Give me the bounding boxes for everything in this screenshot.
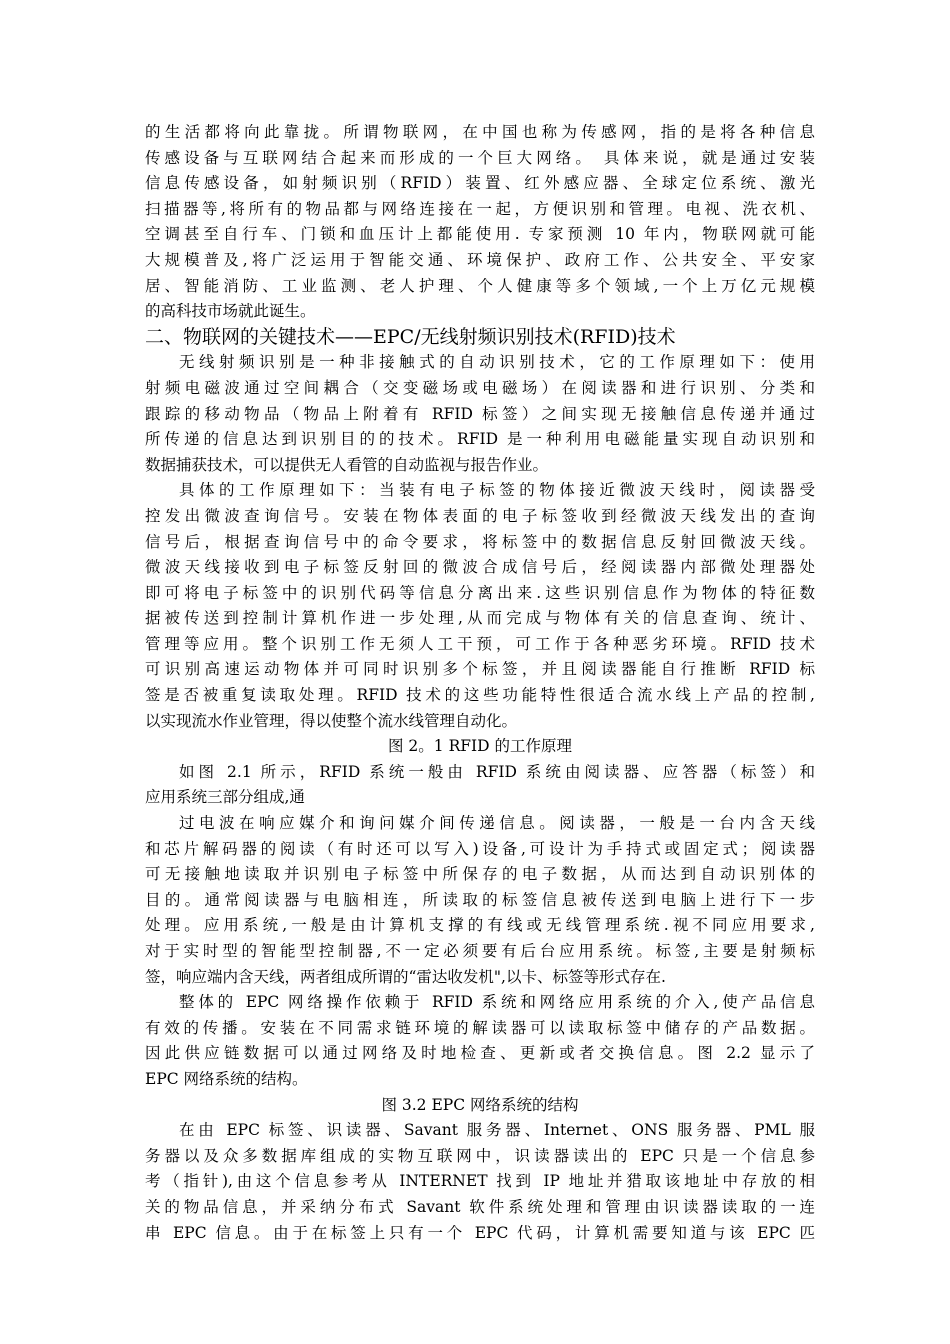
epc-network-paragraph bbox=[145, 990, 815, 1092]
text-line: 可无接触地读取并识别电子标签中所保存的电子数据，从而达到自动识别体的 bbox=[145, 865, 815, 884]
text-line: 签，响应端内含天线，两者组成所谓的“雷达收发机",以卡、标签等形式存在. bbox=[145, 967, 666, 986]
text-line: 具体的工作原理如下：当装有电子标签的物体接近微波天线时，阅读器受 bbox=[179, 481, 815, 500]
text-line: 扫描器等,将所有的物品都与网络连接在一起，方便识别和管理。电视、洗衣机、 bbox=[145, 199, 815, 218]
figure-caption: 图 2。1 RFID 的工作原理 bbox=[388, 737, 572, 756]
text-line: 控发出微波查询信号。安装在物体表面的电子标签收到经微波天线发出的查询 bbox=[145, 506, 815, 525]
text-line: 信息传感设备，如射频识别（RFID）装置、红外感应器、全球定位系统、激光 bbox=[145, 174, 815, 193]
rfid-intro-paragraph bbox=[145, 350, 815, 478]
text-line: 因此供应链数据可以通过网络及时地检查、更新或者交换信息。图 2.2 显示了 bbox=[145, 1044, 815, 1063]
intro-paragraph bbox=[145, 120, 815, 325]
text-line: 处理。应用系统,一般是由计算机支撑的有线或无线管理系统.视不同应用要求, bbox=[145, 916, 815, 935]
text-line: 大规模普及,将广泛运用于智能交通、环境保护、政府工作、公共安全、平安家 bbox=[145, 250, 815, 269]
internet-of-things-paragraph bbox=[145, 1118, 815, 1246]
text-line: 射频电磁波通过空间耦合（交变磁场或电磁场）在阅读器和进行识别、分类和 bbox=[145, 378, 815, 397]
text-line: 考（指针),由这个信息参考从 INTERNET 找到 IP 地址并猎取该地址中存放的相 bbox=[145, 1172, 815, 1191]
text-line: 据被传送到控制计算机作进一步处理,从而完成与物体有关的信息查询、统计、 bbox=[145, 609, 815, 628]
text-line: 务器以及众多数据库组成的实物互联网中，识读器读出的 EPC 只是一个信息参 bbox=[145, 1146, 815, 1165]
working-principle-paragraph bbox=[145, 478, 815, 734]
text-line: 可识别高速运动物体并可同时识别多个标签，并且阅读器能自行推断 RFID 标 bbox=[145, 660, 815, 679]
reader-tag-paragraph bbox=[145, 811, 815, 990]
text-line: 传感设备与互联网结合起来而形成的一个巨大网络。 具体来说，就是通过安装 bbox=[145, 148, 815, 167]
text-line: 整体的 EPC 网络操作依赖于 RFID 系统和网络应用系统的介入,使产品信息 bbox=[179, 993, 815, 1012]
document-page bbox=[145, 120, 815, 1246]
text-line: 的高科技市场就此诞生。 bbox=[145, 302, 316, 321]
text-line: 跟踪的移动物品（物品上附着有 RFID 标签）之间实现无接触信息传递并通过 bbox=[145, 404, 815, 423]
text-line: 数据捕获技术，可以提供无人看管的自动监视与报告作业。 bbox=[145, 455, 549, 474]
text-line: 有效的传播。安装在不同需求链环境的解读器可以读取标签中储存的产品数据。 bbox=[145, 1018, 815, 1037]
text-line: 和芯片解码器的阅读（有时还可以写入)设备,可设计为手持式或固定式；阅读器 bbox=[145, 839, 815, 858]
text-line: 无线射频识别是一种非接触式的自动识别技术，它的工作原理如下：使用 bbox=[179, 353, 815, 372]
text-line: 在由 EPC 标签、识读器、Savant 服务器、Internet、ONS 服务器、PML 服 bbox=[179, 1121, 815, 1140]
section-heading: 二、物联网的关键技术——EPC/无线射频识别技术(RFID)技术 bbox=[145, 325, 676, 348]
text-line: 微波天线接收到电子标签反射回的微波合成信号后，经阅读器内部微处理器处 bbox=[145, 558, 815, 577]
text-line: 过电波在响应媒介和询问媒介间传递信息。阅读器，一般是一台内含天线 bbox=[179, 814, 815, 833]
text-line: 空调甚至自行车、门锁和血压计上都能使用. 专家预测 10 年内，物联网就可能 bbox=[145, 225, 815, 244]
text-line: 如图 2.1 所示，RFID 系统一般由 RFID 系统由阅读器、应答器（标签）和 bbox=[179, 762, 815, 781]
text-line: 签是否被重复读取处理。RFID 技术的这些功能特性很适合流水线上产品的控制, bbox=[145, 686, 815, 705]
rfid-system-paragraph bbox=[145, 760, 815, 811]
text-line: 即可将电子标签中的识别代码等信息分离出来.这些识别信息作为物体的特征数 bbox=[145, 583, 815, 602]
text-line: 信号后，根据查询信号中的命令要求，将标签中的数据信息反射回微波天线。 bbox=[145, 532, 815, 551]
text-line: 对于实时型的智能型控制器,不一定必须要有后台应用系统。标签,主要是射频标 bbox=[145, 942, 815, 960]
text-line: 应用系统三部分组成,通 bbox=[145, 788, 305, 807]
text-line: EPC 网络系统的结构。 bbox=[145, 1069, 308, 1088]
text-line: 目的。通常阅读器与电脑相连，所读取的标签信息被传送到电脑上进行下一步 bbox=[145, 890, 815, 909]
text-line: 所传递的信息达到识别目的的技术。RFID 是一种利用电磁能量实现自动识别和 bbox=[145, 430, 815, 449]
text-line: 管理等应用。整个识别工作无须人工干预，可工作于各种恶劣环境。RFID 技术 bbox=[145, 634, 815, 653]
text-line: 关的物品信息，并采纳分布式 Savant 软件系统处理和管理由识读器读取的一连 bbox=[145, 1197, 815, 1216]
text-line: 串 EPC 信息。由于在标签上只有一个 EPC 代码，计算机需要知道与该 EPC 匹 bbox=[145, 1223, 815, 1242]
figure-caption: 图 3.2 EPC 网络系统的结构 bbox=[381, 1095, 579, 1114]
text-line: 的生活都将向此靠拢。所谓物联网，在中国也称为传感网，指的是将各种信息 bbox=[145, 123, 815, 141]
text-line: 居、智能消防、工业监测、老人护理、个人健康等多个领域,一个上万亿元规模 bbox=[145, 276, 815, 295]
text-line: 以实现流水作业管理，得以使整个流水线管理自动化。 bbox=[145, 711, 518, 730]
